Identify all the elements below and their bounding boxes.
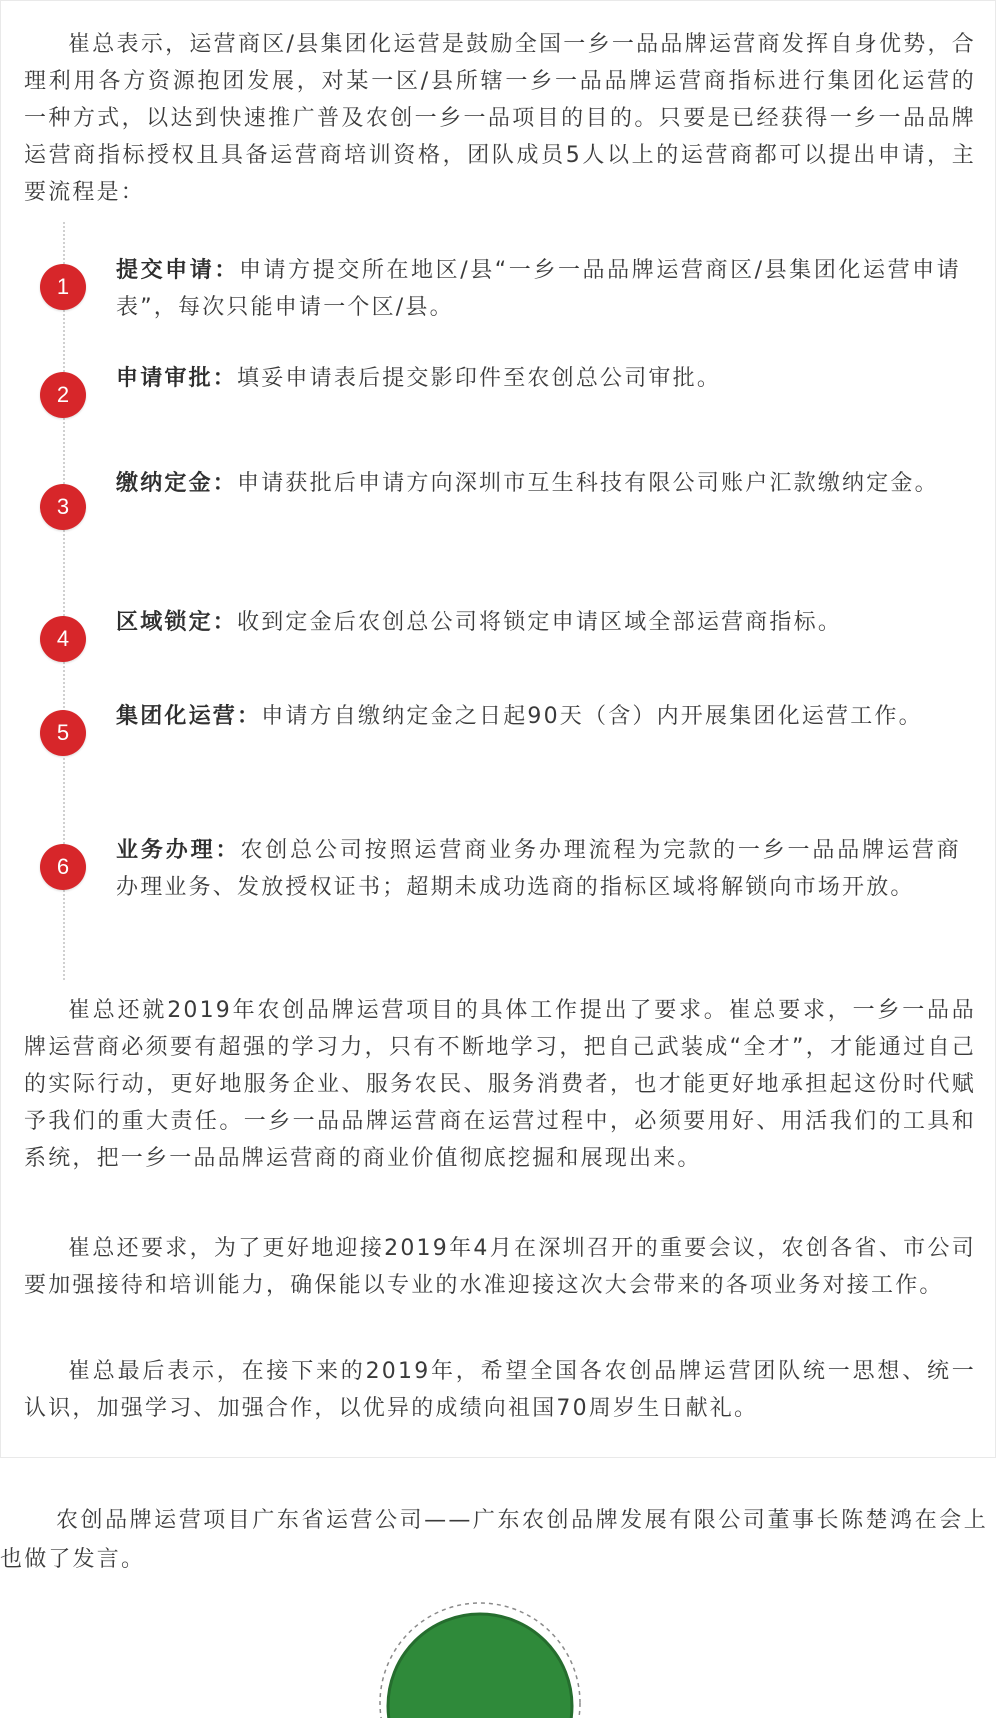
step-number-badge: 4 (40, 616, 86, 662)
step-description: 填妥申请表后提交影印件至农创总公司审批。 (237, 366, 722, 391)
green-emblem-image (330, 1598, 630, 1718)
step-title: 区域锁定： (116, 610, 238, 635)
intro-paragraph: 崔总表示，运营商区/县集团化运营是鼓励全国一乡一品品牌运营商发挥自身优势，合理利用各方资源抱团发展，对某一区/县所辖一乡一品品牌运营商指标进行集团化运营的一种方式，以达到快速推广普及农创一乡一品项目的目的。只要是已经获得一乡一品品牌运营商指标授权且具备运营商培训资格，团队成员5人以上的运营商都可以提出申请，主要流程是： (24, 32, 976, 205)
step-title: 缴纳定金： (116, 471, 238, 496)
step-description: 申请方提交所在地区/县“一乡一品品牌运营商区/县集团化运营申请表”，每次只能申请一个区/县。 (116, 258, 961, 320)
step-number-badge: 3 (40, 484, 86, 530)
step-description: 申请获批后申请方向深圳市互生科技有限公司账户汇款缴纳定金。 (237, 471, 939, 496)
requirements-paragraph: 崔总还就2019年农创品牌运营项目的具体工作提出了要求。崔总要求，一乡一品品牌运营商必须要有超强的学习力，只有不断地学习，把自己武装成“全才”，才能通过自己的实际行动，更好地服务企业、服务农民、服务消费者，也才能更好地承担起这份时代赋予我们的重大责任。一乡一品品牌运营商在运营过程中，必须要用好、用活我们的工具和系统，把一乡一品品牌运营商的商业价值彻底挖掘和展现出来。 (24, 998, 976, 1171)
step-description: 收到定金后农创总公司将锁定申请区域全部运营商指标。 (237, 610, 843, 635)
step-number-badge: 2 (40, 372, 86, 418)
step-number-badge: 1 (40, 264, 86, 310)
step-number-badge: 5 (40, 710, 86, 756)
closing-paragraph: 崔总最后表示，在接下来的2019年，希望全国各农创品牌运营团队统一思想、统一认识，加强学习、加强合作，以优异的成绩向祖国70周岁生日献礼。 (24, 1359, 976, 1421)
step-title: 提交申请： (116, 258, 239, 283)
speaker-paragraph: 农创品牌运营项目广东省运营公司——广东农创品牌发展有限公司董事长陈楚鸿在会上也做了发言。 (0, 1508, 988, 1572)
step-description: 农创总公司按照运营商业务办理流程为完款的一乡一品品牌运营商办理业务、发放授权证书；超期未成功选商的指标区域将解锁向市场开放。 (116, 838, 961, 900)
step-number-badge: 6 (40, 844, 86, 890)
step-title: 申请审批： (116, 366, 238, 391)
meeting-paragraph: 崔总还要求，为了更好地迎接2019年4月在深圳召开的重要会议，农创各省、市公司要加强接待和培训能力，确保能以专业的水准迎接这次大会带来的各项业务对接工作。 (24, 1236, 976, 1298)
step-description: 申请方自缴纳定金之日起90天（含）内开展集团化运营工作。 (261, 704, 923, 729)
step-title: 集团化运营： (116, 704, 262, 729)
step-title: 业务办理： (116, 838, 241, 863)
